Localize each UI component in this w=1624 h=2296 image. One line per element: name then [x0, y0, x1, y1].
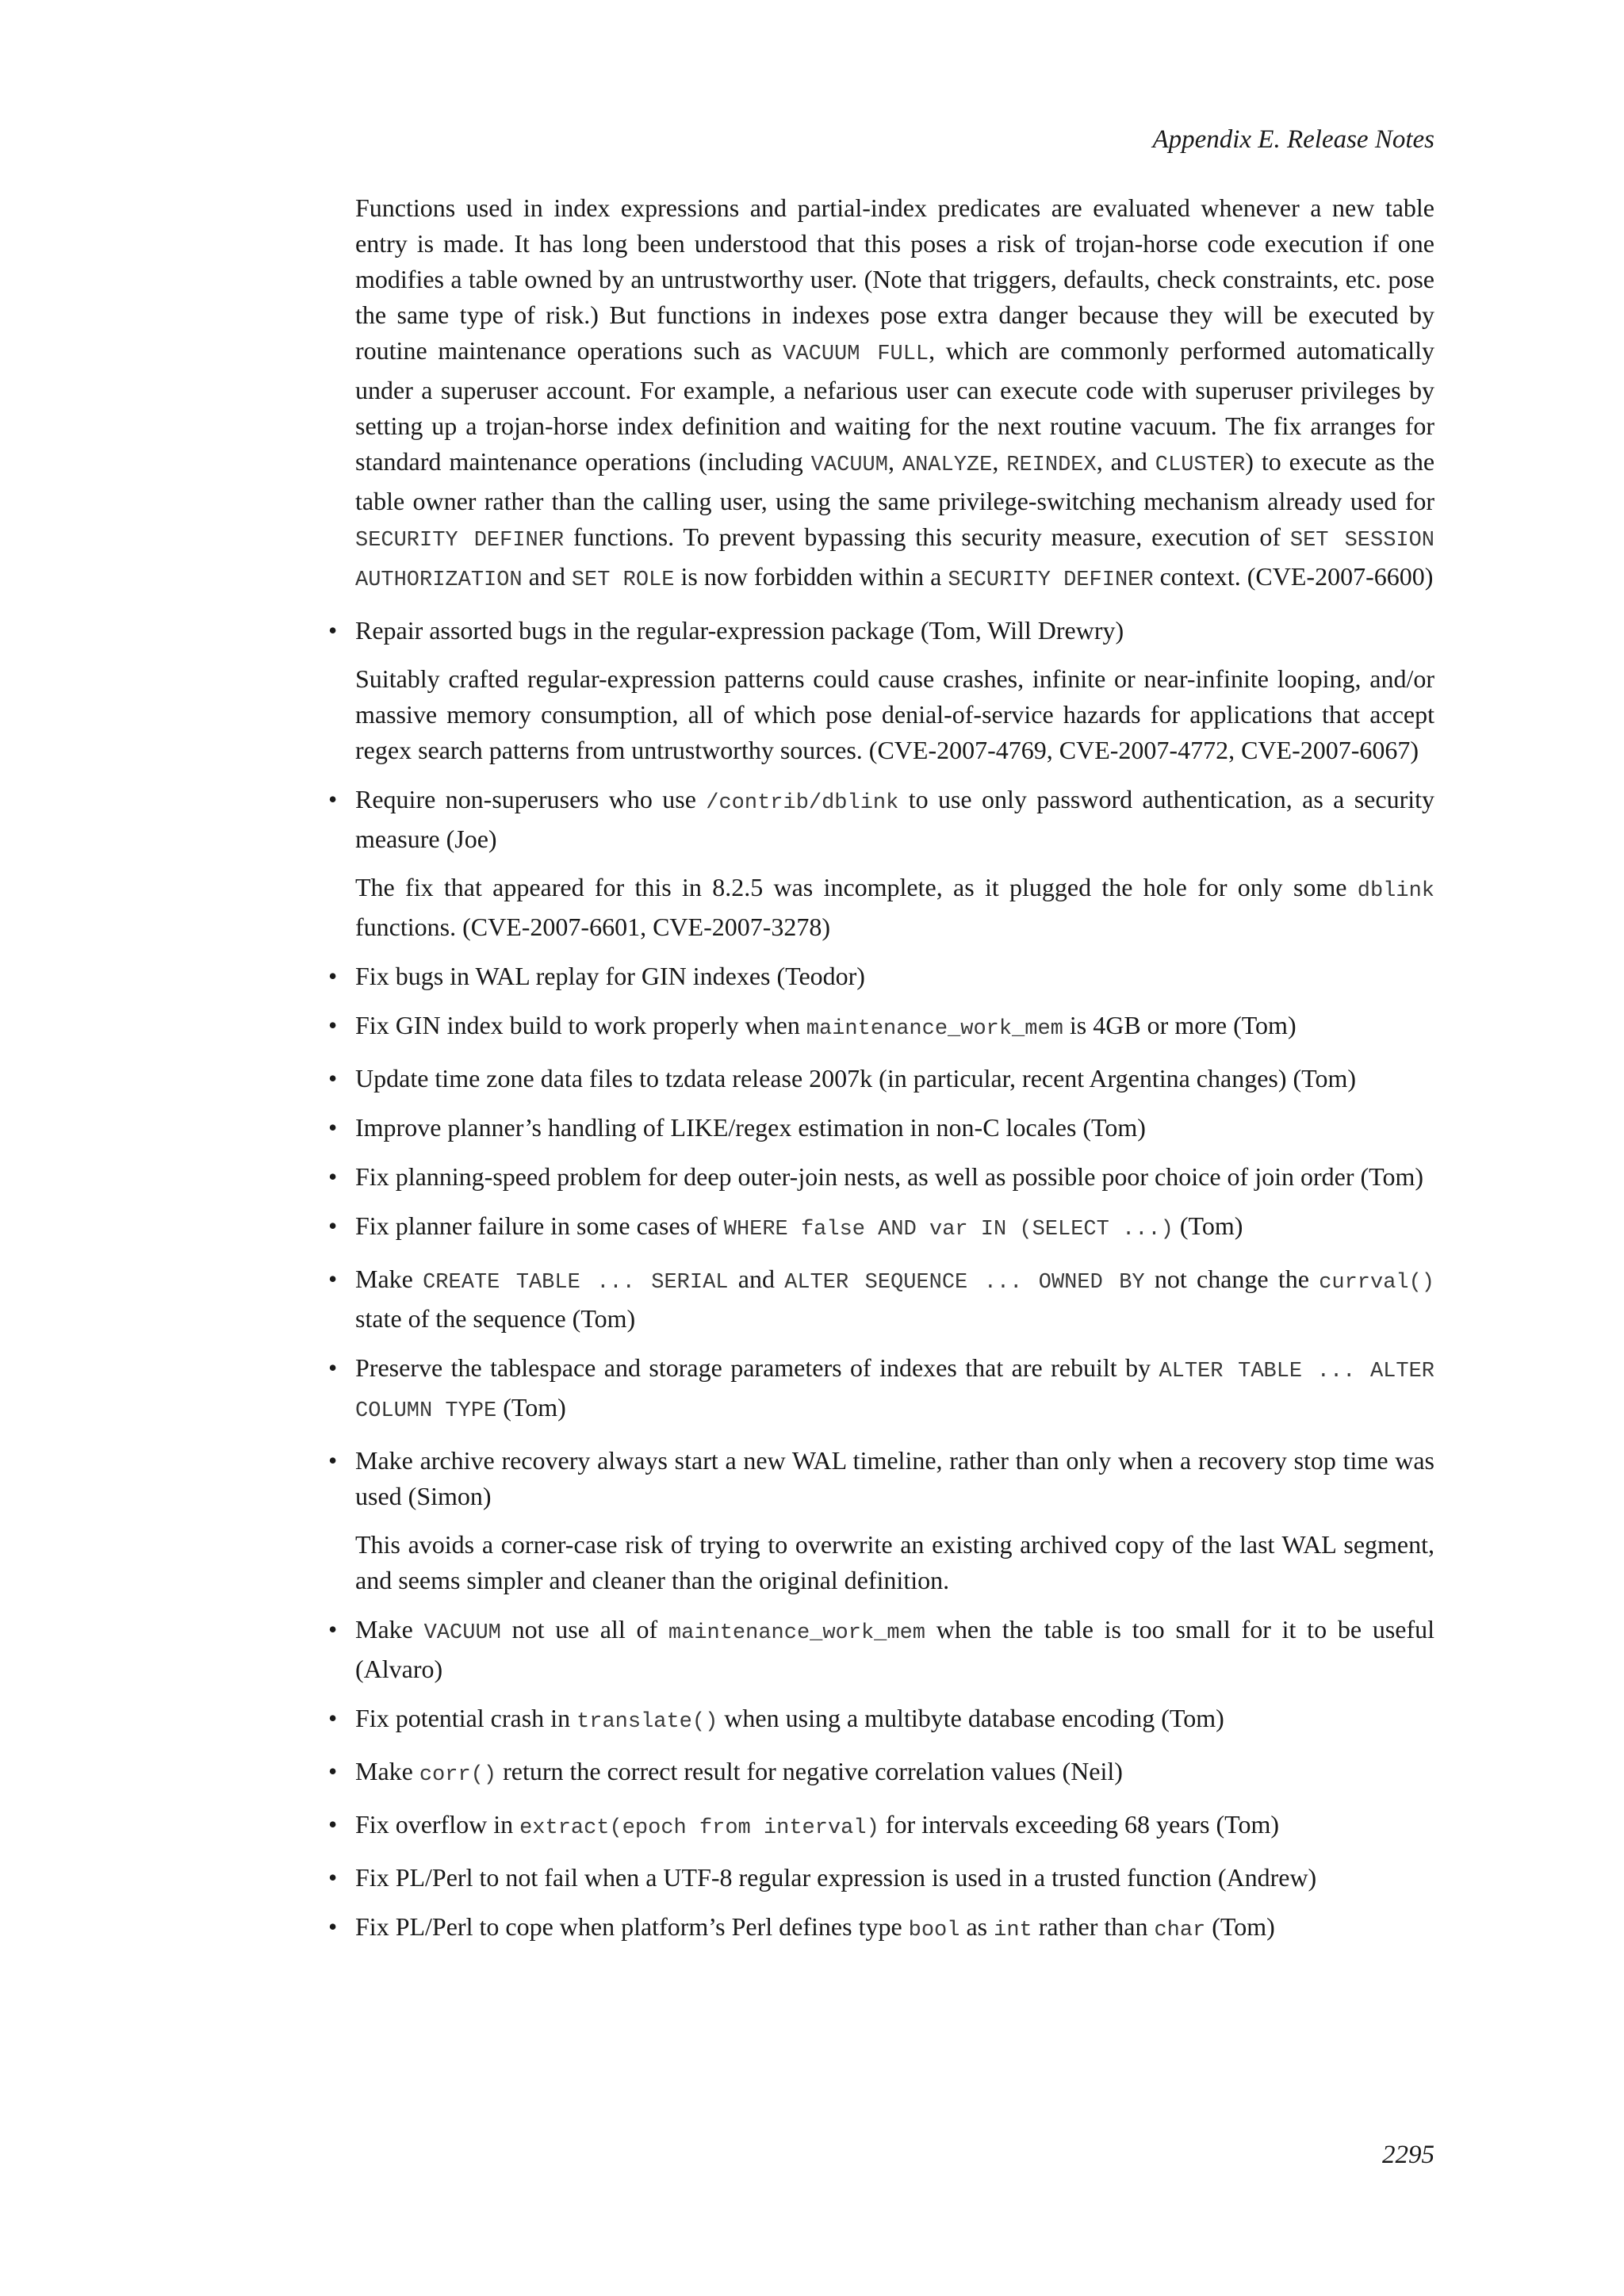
code-literal: char [1154, 1919, 1206, 1942]
code-literal: VACUUM FULL [783, 342, 929, 366]
bullet-icon: • [328, 1912, 338, 1941]
bullet-icon: • [328, 1353, 338, 1382]
item-text: Improve planner’s handling of LIKE/regex estimation in non-C locales (Tom) [355, 1113, 1146, 1142]
list-item [328, 1807, 1434, 1846]
code-literal: translate() [576, 1710, 718, 1734]
code-literal: currval() [1319, 1271, 1435, 1295]
list-item [328, 1754, 1434, 1793]
code-literal: SECURITY DEFINER [948, 568, 1154, 592]
running-header: Appendix E. Release Notes [1152, 125, 1434, 154]
bullet-icon: • [328, 1704, 338, 1732]
code-literal: int [994, 1919, 1032, 1942]
list-item [328, 1008, 1434, 1047]
item-text: Fix PL/Perl to not fail when a UTF-8 regular expression is used in a trusted function (Andrew) [355, 1863, 1317, 1892]
bullet-icon: • [328, 1265, 338, 1293]
bullet-icon: • [328, 1863, 338, 1892]
list-item [328, 782, 1435, 945]
code-literal: VACUUM [810, 453, 888, 477]
code-literal: CLUSTER [1155, 453, 1246, 477]
bullet-icon: • [328, 1162, 338, 1191]
code-literal: dblink [1357, 879, 1434, 903]
code-literal: maintenance_work_mem [806, 1017, 1063, 1041]
list-item [328, 1860, 1434, 1896]
code-literal: maintenance_work_mem [668, 1621, 925, 1645]
item-text: Repair assorted bugs in the regular-expression package (Tom, Will Drewry) [355, 616, 1124, 645]
item-detail: This avoids a corner-case risk of trying to overwrite an existing archived copy of the last WAL segment, and seems simpler and cleaner than the original definition. [355, 1530, 1434, 1594]
code-literal: SET SESSION AUTHORIZATION [355, 529, 1434, 592]
list-item [328, 1612, 1435, 1687]
bullet-icon: • [328, 1113, 338, 1142]
code-literal: CREATE TABLE ... SERIAL [423, 1271, 729, 1295]
list-item [328, 613, 1434, 768]
bullet-icon: • [328, 1810, 338, 1839]
item-text: Require non-superusers who use /contrib/dblink to use only password authentication, as a security measure (Joe) [355, 785, 1435, 853]
item-text: Preserve the tablespace and storage parameters of indexes that are rebuilt by ALTER TABLE ... ALTER COLUMN TYPE (Tom) [355, 1353, 1434, 1423]
item-text: Make VACUUM not use all of maintenance_work_mem when the table is too small for it to be useful (Alvaro) [355, 1615, 1435, 1683]
bullet-icon: • [328, 1011, 338, 1039]
bullet-icon: • [328, 1446, 338, 1475]
item-text: Fix potential crash in translate() when using a multibyte database encoding (Tom) [355, 1704, 1224, 1734]
list-item [328, 1159, 1434, 1195]
release-notes-body [328, 190, 1435, 1962]
code-literal: /contrib/dblink [706, 791, 899, 815]
item-text: Fix planning-speed problem for deep outer-join nests, as well as possible poor choice of join order (Tom) [355, 1162, 1424, 1191]
list-item [328, 1350, 1434, 1429]
security-fix-paragraph: Functions used in index expressions and partial-index predicates are evaluated whenever a new table entry is made. It has long been understood that this poses a risk of trojan-horse code execution if one modifies a table owned by an untrustworthy user. (Note that triggers, defaults, check constraints, etc. pose the same type of risk.) But functions in indexes pose extra danger because they will be executed by routine maintenance operations such as VACUUM FULL, which are commonly performed automatically under a superuser account. For example, a nefarious user can execute code with superuser privileges by setting up a trojan-horse index definition and waiting for the next routine vacuum. The fix arranges for standard maintenance operations (including VACUUM, ANALYZE, REINDEX, and CLUSTER) to execute as the table owner rather than the calling user, using the same privilege-switching mechanism already used for SECURITY DEFINER functions. To prevent bypassing this security measure, execution of SET SESSION AUTHORIZATION and SET ROLE is now forbidden within a SECURITY DEFINER context. (CVE-2007-6600) [355, 193, 1435, 592]
bullet-icon: • [328, 1064, 338, 1093]
item-text: Fix bugs in WAL replay for GIN indexes (Teodor) [355, 962, 865, 990]
code-literal: ANALYZE [902, 453, 993, 477]
bullet-icon: • [328, 1757, 338, 1785]
bullet-icon: • [328, 1615, 338, 1644]
item-detail: Suitably crafted regular-expression patterns could cause crashes, infinite or near-infinite looping, and/or massive memory consumption, all of which pose denial-of-service hazards for applications that accept regex search patterns from untrustworthy sources. (CVE-2007-4769, CVE-2007-4772, CVE-2007-6067) [355, 664, 1434, 764]
list-item [328, 1701, 1434, 1740]
list-item [328, 1110, 1434, 1146]
code-literal: SECURITY DEFINER [355, 529, 565, 553]
bullet-icon: • [328, 616, 338, 645]
code-literal: ALTER SEQUENCE ... OWNED BY [784, 1271, 1145, 1295]
item-text: Fix GIN index build to work properly when maintenance_work_mem is 4GB or more (Tom) [355, 1011, 1297, 1041]
list-item [328, 959, 1434, 994]
item-text: Make archive recovery always start a new WAL timeline, rather than only when a recovery stop time was used (Simon) [355, 1446, 1434, 1510]
code-literal: bool [908, 1919, 960, 1942]
code-literal: extract(epoch from interval) [519, 1816, 879, 1840]
list-item [328, 1443, 1434, 1598]
code-literal: corr() [419, 1763, 497, 1787]
code-literal: ALTER TABLE ... ALTER COLUMN TYPE [355, 1360, 1434, 1423]
code-literal: SET ROLE [571, 568, 675, 592]
bullet-icon: • [328, 962, 338, 990]
item-detail: The fix that appeared for this in 8.2.5 was incomplete, as it plugged the hole for only some dblink functions. (CVE-2007-6601, CVE-2007-3278) [355, 873, 1434, 941]
item-text: Fix overflow in extract(epoch from interval) for intervals exceeding 68 years (Tom) [355, 1810, 1280, 1840]
list-item [328, 1061, 1434, 1096]
code-literal: VACUUM [423, 1621, 501, 1645]
item-text: Fix planner failure in some cases of WHERE false AND var IN (SELECT ...) (Tom) [355, 1211, 1243, 1242]
code-literal: REINDEX [1006, 453, 1097, 477]
code-literal: WHERE false AND var IN (SELECT ...) [723, 1218, 1174, 1242]
item-text: Fix PL/Perl to cope when platform’s Perl defines type bool as int rather than char (Tom) [355, 1912, 1275, 1942]
item-text: Update time zone data files to tzdata release 2007k (in particular, recent Argentina changes) (Tom) [355, 1064, 1357, 1093]
bullet-icon: • [328, 1211, 338, 1240]
list-item [328, 1909, 1434, 1949]
bullet-icon: • [328, 785, 338, 813]
page-number: 2295 [1382, 2141, 1434, 2169]
list-item [328, 1208, 1434, 1248]
item-text: Make CREATE TABLE ... SERIAL and ALTER SEQUENCE ... OWNED BY not change the currval() state of the sequence (Tom) [355, 1265, 1435, 1333]
list-item [328, 1261, 1435, 1337]
item-text: Make corr() return the correct result for negative correlation values (Neil) [355, 1757, 1123, 1787]
